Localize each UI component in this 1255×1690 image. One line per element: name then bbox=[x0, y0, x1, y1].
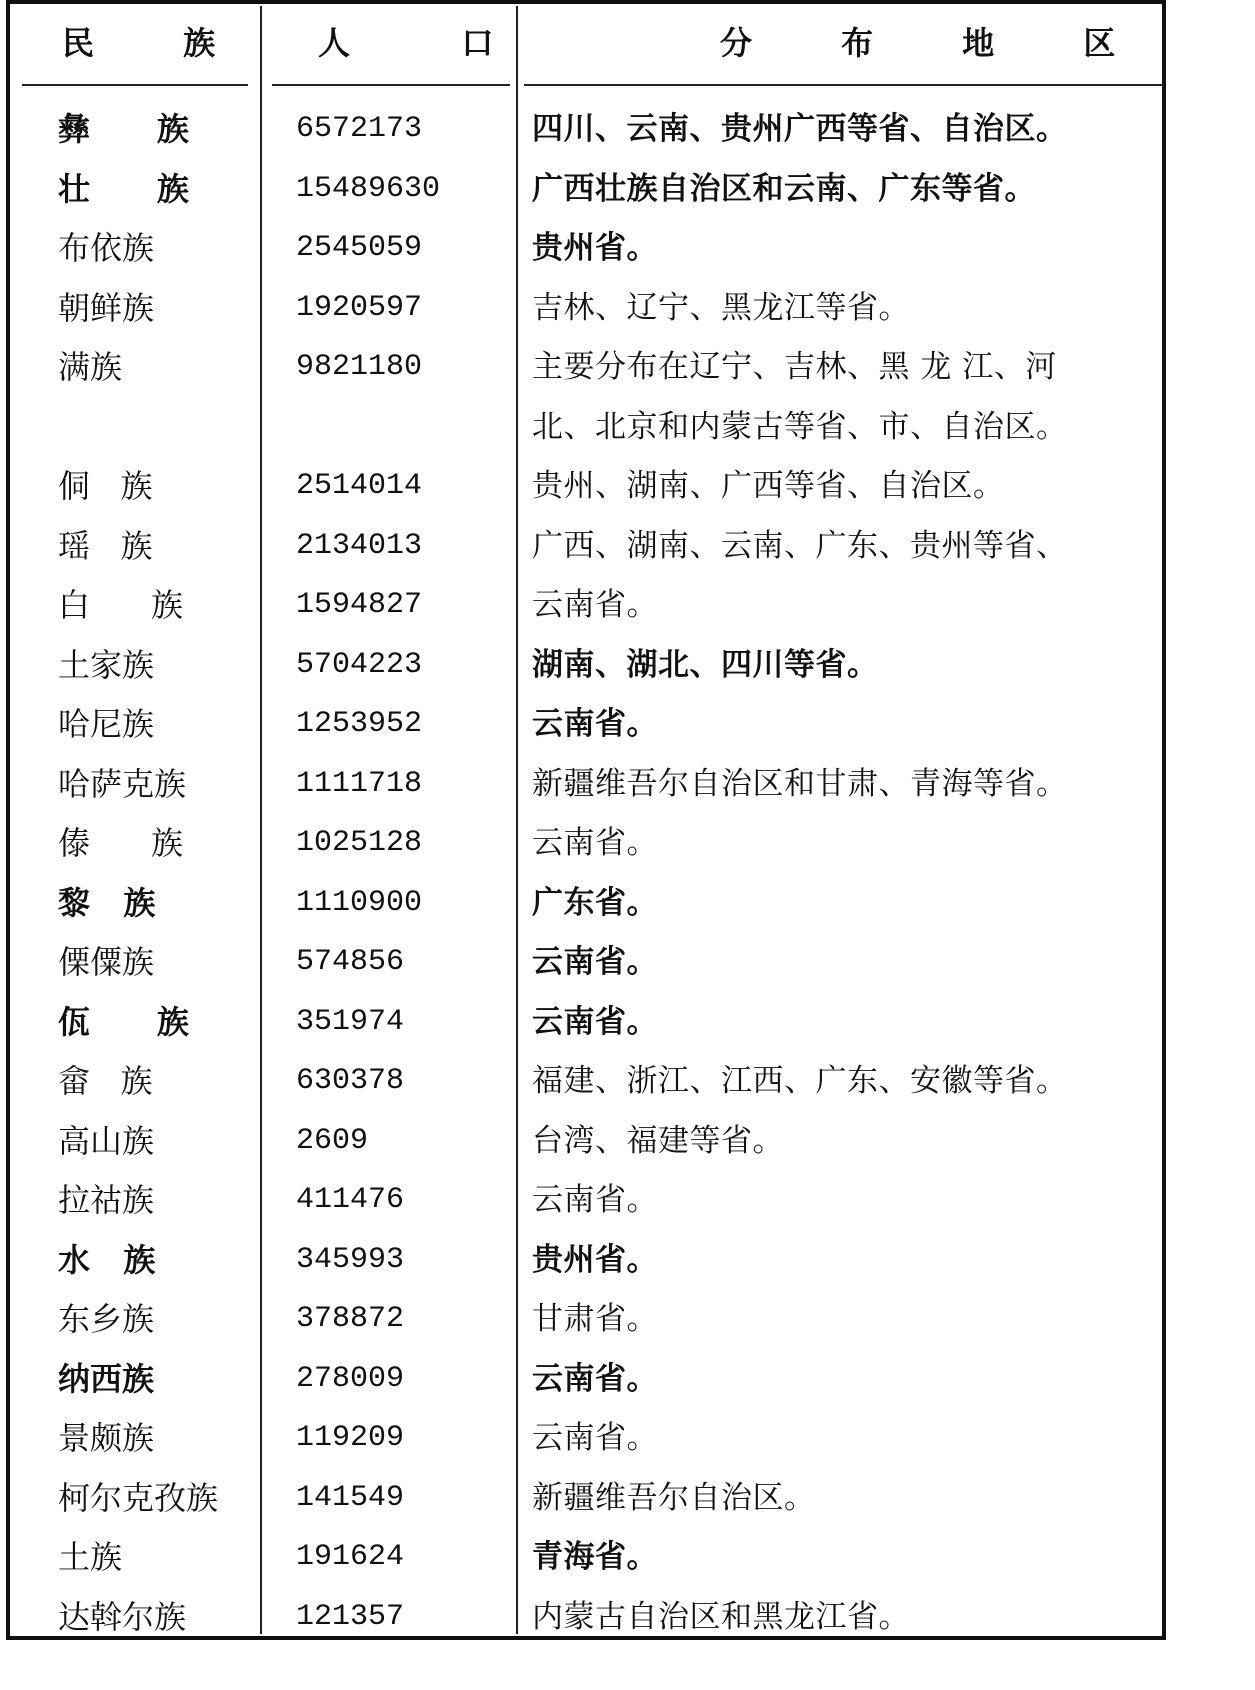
table-row bbox=[0, 1290, 1255, 1350]
region-cell: 青海省。 bbox=[532, 1539, 658, 1575]
region-cell: 云南省。 bbox=[532, 944, 658, 980]
ethnic-name-cell: 畲 族 bbox=[58, 1062, 153, 1100]
ethnic-name-cell: 白 族 bbox=[58, 586, 184, 624]
population-cell: 411476 bbox=[296, 1183, 405, 1217]
column-header-region: 分 布 地 区 bbox=[720, 24, 1116, 62]
column-header-ethnic: 民 族 bbox=[62, 24, 216, 62]
ethnic-name-cell: 东乡族 bbox=[58, 1300, 155, 1338]
population-cell: 278009 bbox=[296, 1361, 405, 1396]
region-cell: 贵州省。 bbox=[532, 1241, 658, 1278]
region-cell: 新疆维吾尔自治区和甘肃、青海等省。 bbox=[532, 765, 1068, 802]
ethnic-name-cell: 纳西族 bbox=[58, 1359, 155, 1398]
ethnic-name-cell: 侗 族 bbox=[58, 467, 153, 505]
ethnic-name-cell: 满族 bbox=[58, 348, 123, 386]
population-cell: 1111718 bbox=[296, 766, 423, 801]
table-row bbox=[0, 338, 1255, 398]
table-row bbox=[0, 100, 1255, 160]
table-row bbox=[0, 1171, 1255, 1231]
population-cell: 2134013 bbox=[296, 528, 423, 563]
region-cell: 四川、云南、贵州广西等省、自治区。 bbox=[532, 111, 1068, 147]
ethnic-name-cell: 拉祜族 bbox=[58, 1181, 155, 1219]
table-row bbox=[0, 1469, 1255, 1529]
ethnic-name-cell: 瑶 族 bbox=[58, 526, 153, 565]
table-row bbox=[0, 1588, 1255, 1648]
region-cell: 广东省。 bbox=[532, 884, 658, 921]
population-cell: 2609 bbox=[296, 1123, 369, 1158]
table-row bbox=[0, 160, 1255, 220]
ethnic-name-cell: 达斡尔族 bbox=[58, 1597, 187, 1636]
population-cell: 1920597 bbox=[296, 290, 423, 325]
region-cell: 云南省。 bbox=[532, 1003, 658, 1040]
region-cell: 广西、湖南、云南、广东、贵州等省、 bbox=[532, 527, 1068, 564]
table-row bbox=[0, 755, 1255, 815]
table-row bbox=[0, 279, 1255, 339]
population-cell: 9821180 bbox=[296, 350, 423, 384]
table-row bbox=[0, 874, 1255, 934]
table-row bbox=[0, 1231, 1255, 1291]
region-cell: 贵州省。 bbox=[532, 230, 658, 266]
population-cell: 6572173 bbox=[296, 112, 423, 146]
region-cell: 北、北京和内蒙古等省、市、自治区。 bbox=[532, 408, 1068, 445]
population-cell: 574856 bbox=[296, 945, 405, 979]
table-row bbox=[0, 576, 1255, 636]
table-row bbox=[0, 1528, 1255, 1588]
ethnic-name-cell: 土家族 bbox=[58, 645, 155, 684]
header-rule-population bbox=[272, 84, 510, 86]
population-cell bbox=[296, 398, 506, 458]
table-row bbox=[0, 695, 1255, 755]
ethnic-name-cell: 高山族 bbox=[58, 1121, 155, 1160]
population-cell: 15489630 bbox=[296, 171, 441, 206]
table-row bbox=[0, 1350, 1255, 1410]
population-cell: 1025128 bbox=[296, 826, 423, 860]
population-cell: 1110900 bbox=[296, 885, 423, 920]
region-cell: 新疆维吾尔自治区。 bbox=[532, 1479, 816, 1516]
population-cell: 119209 bbox=[296, 1421, 405, 1455]
ethnic-name-cell: 壮 族 bbox=[58, 169, 189, 208]
population-cell: 5704223 bbox=[296, 647, 423, 682]
table-row bbox=[0, 457, 1255, 517]
region-cell: 主要分布在辽宁、吉林、黑 龙 江、河 bbox=[532, 349, 1057, 385]
population-cell: 345993 bbox=[296, 1242, 405, 1277]
table-row bbox=[0, 1052, 1255, 1112]
region-cell: 台湾、福建等省。 bbox=[532, 1122, 784, 1159]
table-row bbox=[0, 814, 1255, 874]
ethnic-name-cell: 布依族 bbox=[58, 229, 155, 267]
region-cell: 甘肃省。 bbox=[532, 1301, 658, 1337]
table-row bbox=[0, 636, 1255, 696]
ethnic-name-cell: 哈尼族 bbox=[58, 705, 155, 743]
ethnic-name-cell: 水 族 bbox=[58, 1240, 156, 1279]
region-cell: 贵州、湖南、广西等省、自治区。 bbox=[532, 468, 1005, 504]
region-cell: 湖南、湖北、四川等省。 bbox=[532, 646, 879, 683]
region-cell: 云南省。 bbox=[532, 706, 658, 742]
region-cell: 吉林、辽宁、黑龙江等省。 bbox=[532, 289, 910, 326]
ethnic-name-cell: 黎 族 bbox=[58, 883, 156, 922]
ethnic-name-cell: 柯尔克孜族 bbox=[58, 1478, 219, 1517]
ethnic-name-cell: 哈萨克族 bbox=[58, 764, 187, 803]
table-row bbox=[0, 1409, 1255, 1469]
ethnic-name-cell: 朝鲜族 bbox=[58, 288, 155, 327]
population-cell: 378872 bbox=[296, 1302, 405, 1336]
table-row bbox=[0, 993, 1255, 1053]
ethnic-name-cell: 傈僳族 bbox=[58, 943, 155, 981]
table-row bbox=[0, 933, 1255, 993]
region-cell: 广西壮族自治区和云南、广东等省。 bbox=[532, 170, 1036, 207]
population-cell: 141549 bbox=[296, 1480, 405, 1515]
header-rule-region bbox=[524, 84, 1164, 86]
ethnic-name-cell: 佤 族 bbox=[58, 1002, 189, 1041]
table-row bbox=[0, 398, 1255, 458]
population-cell: 1594827 bbox=[296, 588, 423, 622]
region-cell: 云南省。 bbox=[532, 825, 658, 861]
population-cell: 2514014 bbox=[296, 469, 423, 503]
population-cell: 191624 bbox=[296, 1540, 405, 1574]
ethnic-name-cell bbox=[58, 398, 254, 458]
region-cell: 内蒙古自治区和黑龙江省。 bbox=[532, 1598, 910, 1635]
table-row bbox=[0, 219, 1255, 279]
region-cell: 云南省。 bbox=[532, 587, 658, 623]
table-row bbox=[0, 517, 1255, 577]
table-row bbox=[0, 1112, 1255, 1172]
ethnic-name-cell: 彝 族 bbox=[58, 110, 189, 148]
ethnic-name-cell: 景颇族 bbox=[58, 1419, 155, 1457]
column-header-population: 人 口 bbox=[318, 24, 494, 62]
population-cell: 351974 bbox=[296, 1004, 405, 1039]
ethnic-name-cell: 土族 bbox=[58, 1538, 123, 1576]
population-cell: 2545059 bbox=[296, 231, 423, 265]
region-cell: 云南省。 bbox=[532, 1360, 658, 1397]
region-cell: 云南省。 bbox=[532, 1182, 658, 1218]
header-rule-ethnic bbox=[22, 84, 248, 86]
region-cell: 福建、浙江、江西、广东、安徽等省。 bbox=[532, 1063, 1068, 1099]
population-cell: 630378 bbox=[296, 1064, 405, 1098]
region-cell: 云南省。 bbox=[532, 1420, 658, 1456]
population-cell: 121357 bbox=[296, 1599, 405, 1634]
table-body bbox=[0, 100, 1255, 1647]
ethnic-name-cell: 傣 族 bbox=[58, 824, 184, 862]
population-cell: 1253952 bbox=[296, 707, 423, 741]
